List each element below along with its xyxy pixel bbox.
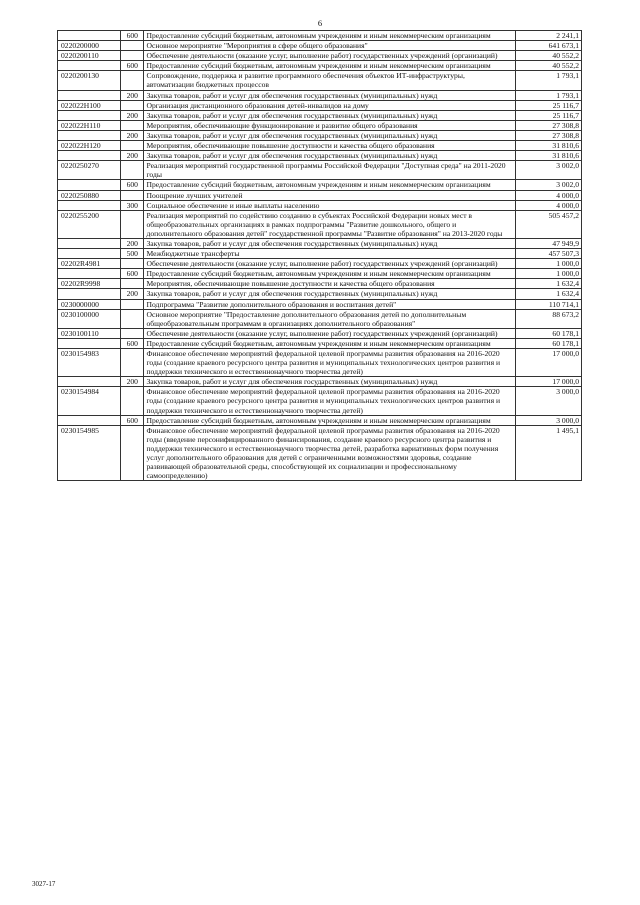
code-cell: 022022Н100 xyxy=(58,100,121,110)
name-cell: Закупка товаров, работ и услуг для обеспечения государственных (муниципальных) нужд xyxy=(144,151,515,161)
amount-cell: 17 000,0 xyxy=(515,349,581,377)
table-row xyxy=(58,259,582,269)
amount-cell: 505 457,2 xyxy=(515,210,581,238)
expense-type-cell xyxy=(121,328,144,338)
code-cell xyxy=(58,269,121,279)
amount-cell: 3 000,0 xyxy=(515,415,581,425)
code-cell xyxy=(58,31,121,41)
table-row xyxy=(58,349,582,377)
name-cell: Предоставление субсидий бюджетным, автономным учреждениям и иным некоммерческим организациям xyxy=(144,180,515,190)
expense-type-cell xyxy=(121,259,144,269)
table-row xyxy=(58,279,582,289)
table-row xyxy=(58,210,582,238)
amount-cell: 1 632,4 xyxy=(515,289,581,299)
table-row xyxy=(58,328,582,338)
amount-cell: 88 673,2 xyxy=(515,309,581,328)
name-cell: Финансовое обеспечение мероприятий федеральной целевой программы развития образования на 2016-2020 годы (создание краевого ресурсного центра развития и муниципальных технологических центров развития и поддержки технического и естественнонаучного творчества детей) xyxy=(144,349,515,377)
expense-type-cell: 500 xyxy=(121,249,144,259)
amount-cell: 1 495,1 xyxy=(515,425,581,481)
code-cell: 0230000000 xyxy=(58,299,121,309)
amount-cell: 3 002,0 xyxy=(515,180,581,190)
name-cell: Подпрограмма "Развитие дополнительного образования и воспитания детей" xyxy=(144,299,515,309)
expense-type-cell: 200 xyxy=(121,289,144,299)
table-row xyxy=(58,51,582,61)
code-cell: 0220250270 xyxy=(58,161,121,180)
expense-type-cell: 200 xyxy=(121,90,144,100)
expense-type-cell xyxy=(121,190,144,200)
table-row xyxy=(58,338,582,348)
code-cell xyxy=(58,200,121,210)
amount-cell: 1 632,4 xyxy=(515,279,581,289)
table-row xyxy=(58,41,582,51)
amount-cell: 25 116,7 xyxy=(515,110,581,120)
code-cell: 022022Н110 xyxy=(58,120,121,130)
amount-cell: 17 000,0 xyxy=(515,377,581,387)
code-cell xyxy=(58,130,121,140)
code-cell: 02202R9998 xyxy=(58,279,121,289)
code-cell xyxy=(58,415,121,425)
name-cell: Основное мероприятие "Мероприятия в сфере общего образования" xyxy=(144,41,515,51)
expense-type-cell xyxy=(121,120,144,130)
name-cell: Закупка товаров, работ и услуг для обеспечения государственных (муниципальных) нужд xyxy=(144,90,515,100)
amount-cell: 110 714,1 xyxy=(515,299,581,309)
expense-type-cell xyxy=(121,100,144,110)
code-cell xyxy=(58,151,121,161)
table-row xyxy=(58,309,582,328)
amount-cell: 1 000,0 xyxy=(515,269,581,279)
name-cell: Предоставление субсидий бюджетным, автономным учреждениям и иным некоммерческим организациям xyxy=(144,61,515,71)
table-row xyxy=(58,249,582,259)
name-cell: Закупка товаров, работ и услуг для обеспечения государственных (муниципальных) нужд xyxy=(144,130,515,140)
name-cell: Межбюджетные трансферты xyxy=(144,249,515,259)
expense-type-cell xyxy=(121,51,144,61)
expense-type-cell xyxy=(121,299,144,309)
code-cell xyxy=(58,90,121,100)
table-row xyxy=(58,415,582,425)
amount-cell: 25 116,7 xyxy=(515,100,581,110)
name-cell: Сопровождение, поддержка и развитие программного обеспечения объектов ИТ-инфраструктуры, автоматизации бюджетных процессов xyxy=(144,71,515,90)
amount-cell: 1 000,0 xyxy=(515,259,581,269)
expense-type-cell xyxy=(121,71,144,90)
expense-type-cell xyxy=(121,387,144,415)
code-cell: 02202R4981 xyxy=(58,259,121,269)
name-cell: Закупка товаров, работ и услуг для обеспечения государственных (муниципальных) нужд xyxy=(144,238,515,248)
code-cell: 0220255200 xyxy=(58,210,121,238)
name-cell: Финансовое обеспечение мероприятий федеральной целевой программы развития образования на 2016-2020 годы (создание краевого ресурсного центра развития и муниципальных технологических центров развития и поддержки технического и естественнонаучного творчества детей) xyxy=(144,387,515,415)
expense-type-cell: 600 xyxy=(121,338,144,348)
code-cell xyxy=(58,289,121,299)
code-cell xyxy=(58,238,121,248)
expense-type-cell: 200 xyxy=(121,238,144,248)
expense-type-cell: 600 xyxy=(121,269,144,279)
amount-cell: 31 810,6 xyxy=(515,141,581,151)
amount-cell: 457 507,3 xyxy=(515,249,581,259)
code-cell: 0220200130 xyxy=(58,71,121,90)
table-row xyxy=(58,100,582,110)
name-cell: Поощрение лучших учителей xyxy=(144,190,515,200)
expense-type-cell: 600 xyxy=(121,31,144,41)
name-cell: Обеспечение деятельности (оказание услуг, выполнение работ) государственных учреждений (организаций) xyxy=(144,328,515,338)
table-row xyxy=(58,71,582,90)
table-row xyxy=(58,151,582,161)
table-row xyxy=(58,180,582,190)
code-cell xyxy=(58,249,121,259)
table-row xyxy=(58,377,582,387)
code-cell: 0230100110 xyxy=(58,328,121,338)
code-cell xyxy=(58,377,121,387)
table-row xyxy=(58,90,582,100)
table-row xyxy=(58,141,582,151)
amount-cell: 31 810,6 xyxy=(515,151,581,161)
expense-type-cell: 600 xyxy=(121,61,144,71)
table-row xyxy=(58,61,582,71)
expense-type-cell xyxy=(121,349,144,377)
expense-type-cell: 200 xyxy=(121,130,144,140)
expense-type-cell xyxy=(121,425,144,481)
amount-cell: 1 793,1 xyxy=(515,90,581,100)
expense-type-cell xyxy=(121,279,144,289)
code-cell: 0220200110 xyxy=(58,51,121,61)
amount-cell: 3 002,0 xyxy=(515,161,581,180)
table-row xyxy=(58,238,582,248)
table-row xyxy=(58,299,582,309)
expense-type-cell: 200 xyxy=(121,377,144,387)
budget-table-body xyxy=(58,31,582,481)
name-cell: Предоставление субсидий бюджетным, автономным учреждениям и иным некоммерческим организациям xyxy=(144,269,515,279)
name-cell: Обеспечение деятельности (оказание услуг, выполнение работ) государственных учреждений (организаций) xyxy=(144,51,515,61)
name-cell: Мероприятия, обеспечивающие повышение доступности и качества общего образования xyxy=(144,141,515,151)
name-cell: Организация дистанционного образования детей-инвалидов на дому xyxy=(144,100,515,110)
name-cell: Предоставление субсидий бюджетным, автономным учреждениям и иным некоммерческим организациям xyxy=(144,415,515,425)
name-cell: Предоставление субсидий бюджетным, автономным учреждениям и иным некоммерческим организациям xyxy=(144,31,515,41)
expense-type-cell: 600 xyxy=(121,415,144,425)
table-row xyxy=(58,130,582,140)
amount-cell: 40 552,2 xyxy=(515,61,581,71)
code-cell: 0230154984 xyxy=(58,387,121,415)
expense-type-cell xyxy=(121,210,144,238)
amount-cell: 2 241,1 xyxy=(515,31,581,41)
table-row xyxy=(58,120,582,130)
expense-type-cell: 300 xyxy=(121,200,144,210)
amount-cell: 641 673,1 xyxy=(515,41,581,51)
code-cell: 022022Н120 xyxy=(58,141,121,151)
code-cell xyxy=(58,180,121,190)
code-cell xyxy=(58,338,121,348)
code-cell: 0220250880 xyxy=(58,190,121,200)
code-cell: 0230100000 xyxy=(58,309,121,328)
amount-cell: 27 308,8 xyxy=(515,120,581,130)
expense-type-cell xyxy=(121,141,144,151)
table-row xyxy=(58,425,582,481)
amount-cell: 40 552,2 xyxy=(515,51,581,61)
name-cell: Закупка товаров, работ и услуг для обеспечения государственных (муниципальных) нужд xyxy=(144,289,515,299)
table-row xyxy=(58,387,582,415)
code-cell: 0230154983 xyxy=(58,349,121,377)
name-cell: Мероприятия, обеспечивающие повышение доступности и качества общего образования xyxy=(144,279,515,289)
page-number: 6 xyxy=(317,18,323,28)
table-row xyxy=(58,31,582,41)
table-row xyxy=(58,289,582,299)
code-cell xyxy=(58,61,121,71)
amount-cell: 1 793,1 xyxy=(515,71,581,90)
table-row xyxy=(58,190,582,200)
name-cell: Социальное обеспечение и иные выплаты населению xyxy=(144,200,515,210)
expense-type-cell xyxy=(121,41,144,51)
table-row xyxy=(58,161,582,180)
amount-cell: 4 000,0 xyxy=(515,200,581,210)
table-row xyxy=(58,110,582,120)
name-cell: Реализация мероприятий по содействию созданию в субъектах Российской Федерации новых мест в общеобразовательных организациях в рамках подпрограммы "Развитие дошкольного, общего и дополнительного образования детей" государственной программы "Развитие образования" на 2013-2020 годы xyxy=(144,210,515,238)
table-row xyxy=(58,200,582,210)
amount-cell: 3 000,0 xyxy=(515,387,581,415)
code-cell: 0230154985 xyxy=(58,425,121,481)
amount-cell: 47 949,9 xyxy=(515,238,581,248)
name-cell: Реализация мероприятий государственной программы Российской Федерации "Доступная среда" на 2011-2020 годы xyxy=(144,161,515,180)
expense-type-cell xyxy=(121,309,144,328)
name-cell: Предоставление субсидий бюджетным, автономным учреждениям и иным некоммерческим организациям xyxy=(144,338,515,348)
name-cell: Обеспечение деятельности (оказание услуг, выполнение работ) государственных учреждений (организаций) xyxy=(144,259,515,269)
amount-cell: 4 000,0 xyxy=(515,190,581,200)
name-cell: Основное мероприятие "Предоставление дополнительного образования детей по дополнительным общеобразовательным программам в организациях дополнительного образования" xyxy=(144,309,515,328)
name-cell: Мероприятия, обеспечивающие функционирование и развитие общего образования xyxy=(144,120,515,130)
budget-table xyxy=(57,30,582,481)
name-cell: Финансовое обеспечение мероприятий федеральной целевой программы развития образования на 2016-2020 годы (введение персонифицированного финансирования, создание краевого ресурсного центра развития и поддержки технического и естественнонаучного творчества детей, разработка вариативных форм получения услуг дополнительного образования для детей с ограниченными возможностями здоровья, создание развивающей образовательной среды, способствующей их социализации и профессиональному самоопределению) xyxy=(144,425,515,481)
footer-code: 3027-17 xyxy=(32,880,56,888)
code-cell xyxy=(58,110,121,120)
amount-cell: 60 178,1 xyxy=(515,338,581,348)
amount-cell: 27 308,8 xyxy=(515,130,581,140)
name-cell: Закупка товаров, работ и услуг для обеспечения государственных (муниципальных) нужд xyxy=(144,377,515,387)
amount-cell: 60 178,1 xyxy=(515,328,581,338)
expense-type-cell: 600 xyxy=(121,180,144,190)
name-cell: Закупка товаров, работ и услуг для обеспечения государственных (муниципальных) нужд xyxy=(144,110,515,120)
code-cell: 0220200000 xyxy=(58,41,121,51)
table-row xyxy=(58,269,582,279)
expense-type-cell xyxy=(121,161,144,180)
expense-type-cell: 200 xyxy=(121,151,144,161)
expense-type-cell: 200 xyxy=(121,110,144,120)
